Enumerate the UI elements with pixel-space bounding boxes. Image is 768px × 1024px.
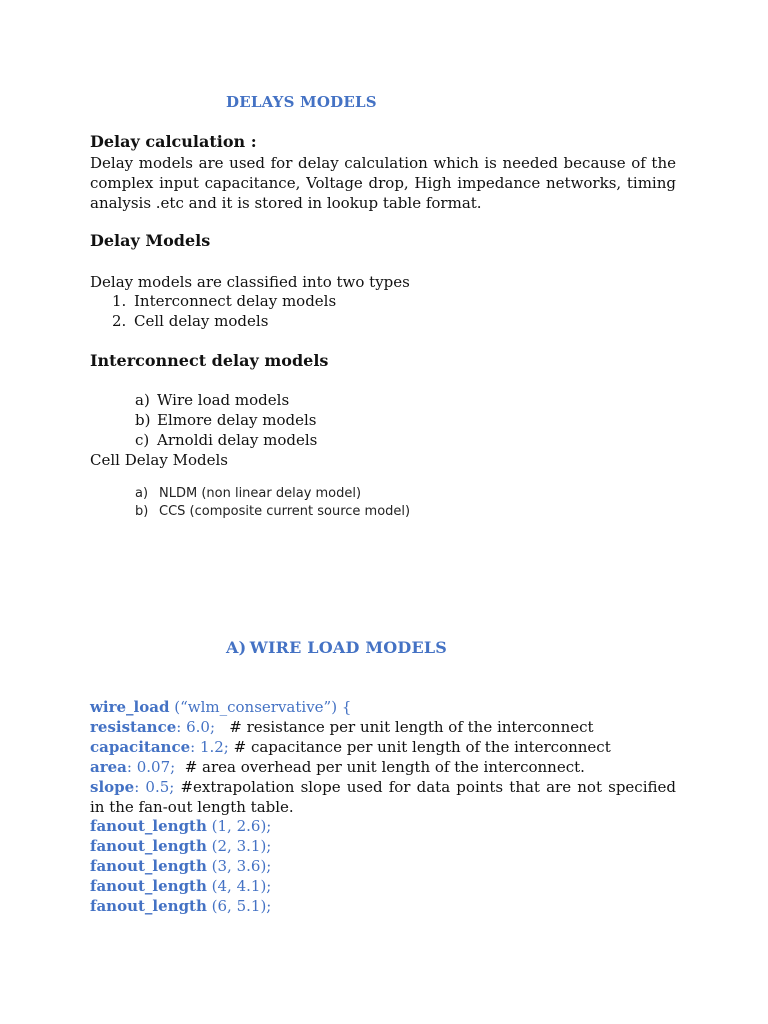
delay-models-heading: Delay Models xyxy=(90,231,211,250)
code-keyword: wire_load xyxy=(90,698,170,716)
code-keyword: fanout_length xyxy=(90,877,207,895)
code-value: : 1.2; xyxy=(190,738,229,756)
code-value: : 0.5; xyxy=(134,778,175,796)
code-line-resistance xyxy=(90,717,594,737)
code-line-fanout xyxy=(90,896,271,916)
list-item-text: Interconnect delay models xyxy=(134,292,337,310)
code-args: (6, 5.1); xyxy=(206,897,272,915)
code-args: (3, 3.6); xyxy=(206,857,272,875)
code-comment: # resistance per unit length of the interconnect xyxy=(215,718,594,736)
list-item-text: Cell delay models xyxy=(134,312,269,330)
list-item xyxy=(135,430,317,450)
list-item xyxy=(112,311,268,331)
code-keyword: fanout_length xyxy=(90,837,207,855)
code-args: (4, 4.1); xyxy=(206,877,272,895)
list-marker: 1. xyxy=(112,292,127,310)
code-keyword: capacitance xyxy=(90,738,191,756)
list-item-text: NLDM (non linear delay model) xyxy=(159,486,362,501)
code-line-fanout xyxy=(90,816,271,836)
wire-load-section-heading: A) WIRE LOAD MODELS xyxy=(226,638,448,657)
list-marker: b) xyxy=(135,504,149,519)
code-line-capacitance xyxy=(90,737,611,757)
list-marker: 2. xyxy=(112,312,127,330)
page-title: DELAYS MODELS xyxy=(226,93,377,111)
code-value: : 6.0; xyxy=(176,718,215,736)
list-item-text: CCS (composite current source model) xyxy=(159,504,411,519)
list-item xyxy=(135,504,410,519)
code-line-fanout xyxy=(90,836,271,856)
code-keyword: fanout_length xyxy=(90,817,207,835)
code-value: : 0.07; xyxy=(126,758,176,776)
delay-models-intro: Delay models are classified into two types xyxy=(90,273,410,291)
interconnect-heading: Interconnect delay models xyxy=(90,351,329,370)
code-keyword: resistance xyxy=(90,718,177,736)
code-line-area xyxy=(90,757,585,777)
code-comment: # capacitance per unit length of the interconnect xyxy=(228,738,611,756)
list-item xyxy=(135,410,317,430)
code-comment: #extrapolation slope used for data points that are not specified in the fan-out length table. xyxy=(90,778,676,816)
code-args: (2, 3.1); xyxy=(206,837,272,855)
code-line-fanout xyxy=(90,856,271,876)
list-marker: a) xyxy=(135,391,150,409)
list-item xyxy=(135,486,361,501)
list-item xyxy=(112,291,336,311)
list-item-text: Elmore delay models xyxy=(157,411,317,429)
list-marker: c) xyxy=(135,431,150,449)
code-args: (1, 2.6); xyxy=(206,817,272,835)
list-item-text: Arnoldi delay models xyxy=(157,431,318,449)
code-keyword: area xyxy=(90,758,127,776)
code-keyword: fanout_length xyxy=(90,897,207,915)
delay-calculation-paragraph: Delay models are used for delay calculation which is needed because of the complex input capacitance, Voltage drop, High impedance networks, timing analysis .etc and it is stored in lookup table format. xyxy=(90,154,676,212)
code-text: (“wlm_conservative”) { xyxy=(169,698,352,716)
code-line-wire-load xyxy=(90,697,351,717)
list-marker: b) xyxy=(135,411,151,429)
code-line-fanout xyxy=(90,876,271,896)
list-item xyxy=(135,390,289,410)
code-keyword: fanout_length xyxy=(90,857,207,875)
code-line-slope xyxy=(90,777,676,817)
list-item-text: Wire load models xyxy=(157,391,290,409)
list-marker: a) xyxy=(135,486,149,501)
delay-calculation-heading: Delay calculation : xyxy=(90,132,257,151)
cell-delay-heading: Cell Delay Models xyxy=(90,451,228,469)
code-comment: # area overhead per unit length of the interconnect. xyxy=(175,758,585,776)
code-keyword: slope xyxy=(90,778,135,796)
